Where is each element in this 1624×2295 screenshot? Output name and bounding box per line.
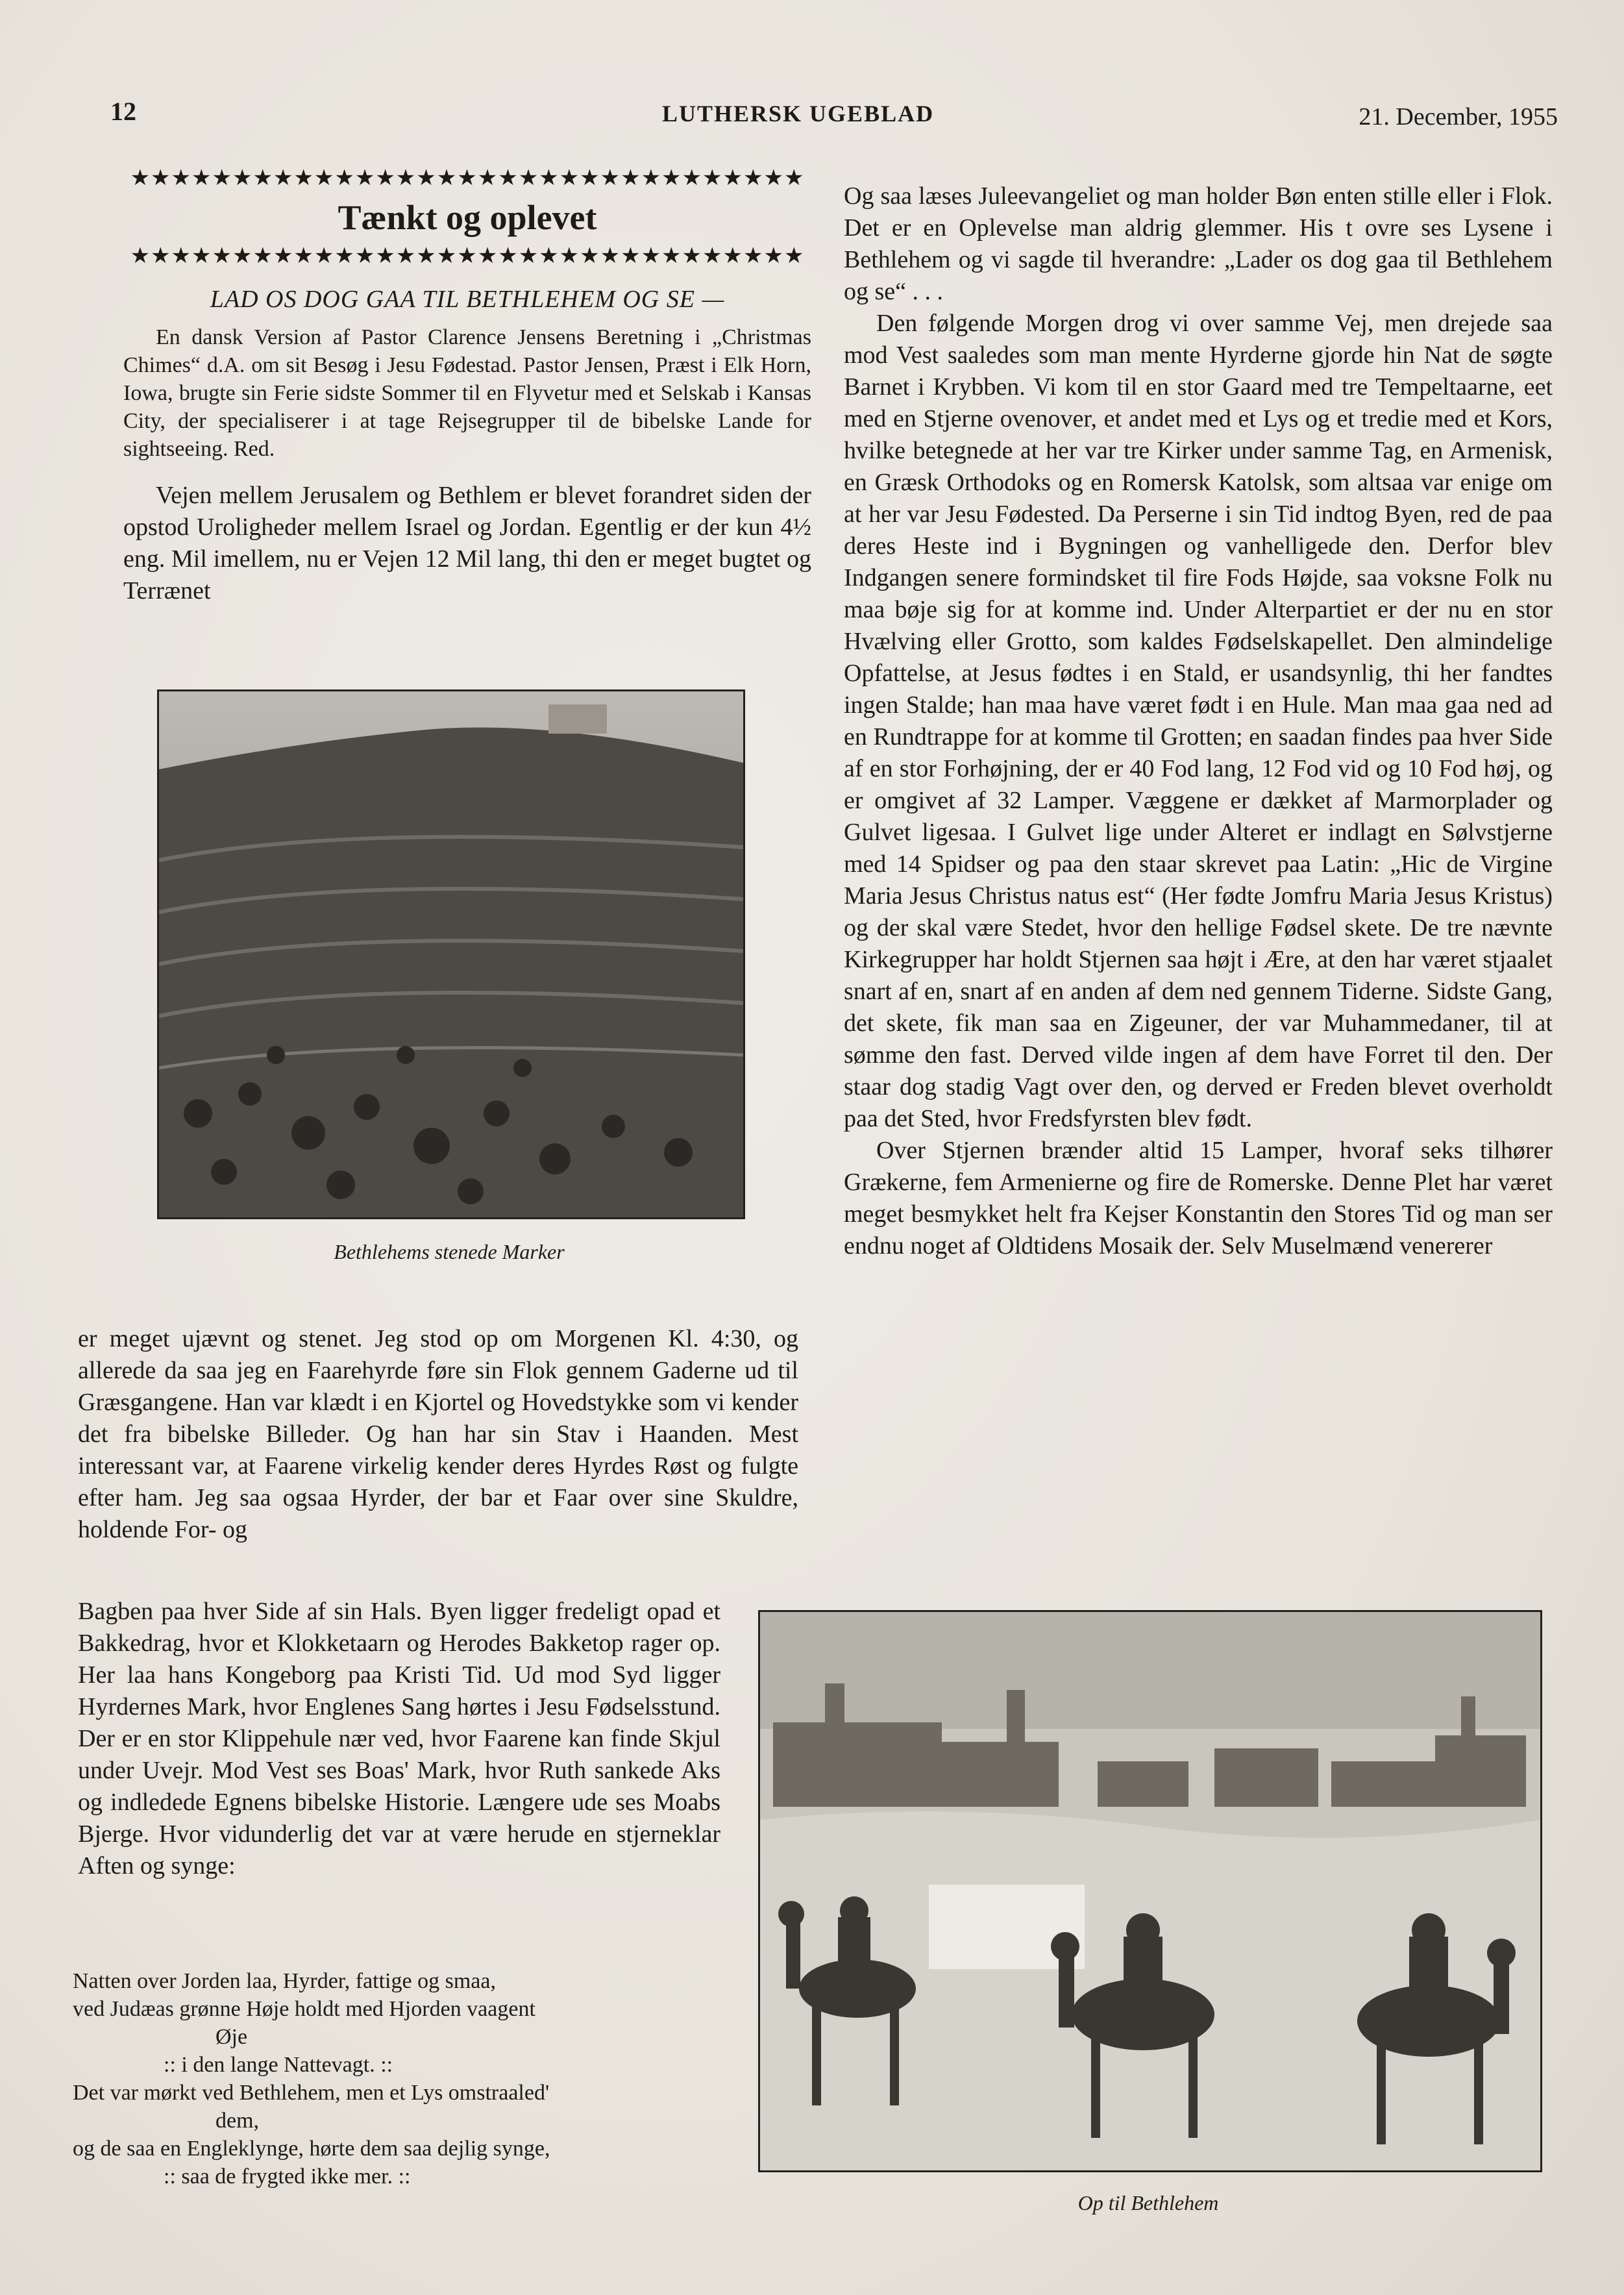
town-with-camels-image	[760, 1612, 1540, 2170]
paragraph-right-2: Den følgende Morgen drog vi over samme Vej, men drejede saa mod Vest saaledes som man mente Hyrderne gjorde hin Nat de søgte Barnet i Krybben. Vi kom til en stor Gaard med tre Tempeltaarne, eet med en Stjerne ovenover, et andet med et Lys og et tredie med et Kors, hvilke betegnede at her var tre Kirker under samme Tag, en Armenisk, en Græsk Orthodoks og en Romersk Katolsk, som altsaa var enige om at her var Jesu Fødested. Da Perserne i sin Tid indtog Byen, red de paa deres Heste ind i Bygningen og vanhelligede den. Derfor blev Indgangen senere formindsket til fire Fods Højde, saa voksne Folk nu maa bøje sig for at komme ind. Under Alterpartiet er der nu en stor Hvælving eller Grotto, som kaldes Fødselskapellet. Den almindelige Opfattelse, at Jesus fødtes i en Stald, er usandsynlig, thi her fandtes ingen Stalde; han maa have været født i en Hule. Man maa gaa ned ad en Rundtrappe for at komme til Grotten; en saadan findes paa hver Side af en stor Forhøjning, der er 40 Fod lang, 12 Fod vid og 10 Fod høj, og er omgivet af 32 Lamper. Væggene er dækket af Marmorplader og Gulvet ligesaa. I Gulvet lige under Alteret er indlagt en Sølvstjerne med 14 Spidser og paa den staar skrevet paa Latin: „Hic de Virgine Maria Jesus Christus natus est“ (Her fødte Jomfru Maria Jesus Kristus) og der skal være Stedet, hvor den hellige Fødsel skete. De tre nævnte Kirkegrupper har holdt Stjernen saa højt i Ære, at den har været stjaalet snart af en, snart af en anden af dem ned gennem Tiderne. Sidste Gang, det skete, fik man saa en Zigeuner, der var Muhammedaner, til at sømme den fast. Derved vilde ingen af dem have Forret til den. Der staar dog stadig Vagt over den, og derved er Freden blevet overholdt paa det Sted, hvor Fredsfyrsten blev født.	[844, 310, 1553, 1132]
verse-line: Det var mørkt ved Bethlehem, men et Lys omstraaled'	[73, 2081, 550, 2105]
paragraph-1-continued-narrow: Bagben paa hver Side af sin Hals. Byen ligger fredeligt opad et Bakkedrag, hvor et Klokketaarn og Herodes Bakketop rager op. Her laa hans Kongeborg paa Kristi Tid. Ud mod Syd ligger Hyrdernes Mark, hvor Englenes Sang hørtes i Jesu Fødselsstund. Der er en stor Klippehule nær ved, hvor Faarene kan finde Skjul under Uvejr. Mod Vest ses Boas' Mark, hvor Ruth sankede Aks og indledede Egnens bibelske Historie. Længere ude ses Moabs Bjerge. Hvor vidunderlig det var at være herude en stjerneklar Aften og synge:	[78, 1598, 720, 1879]
verse-line: ved Judæas grønne Høje holdt med Hjorden vaagent	[73, 1997, 535, 2021]
hymn-verse	[73, 1967, 728, 2190]
verse-line: Øje	[215, 2025, 248, 2049]
paragraph-right-3: Over Stjernen brænder altid 15 Lamper, hvoraf seks tilhører Grækerne, fem Armenierne og fire de Romerske. Denne Plet har været meget besmykket helt fra Kejser Konstantin den Stores Tid og man ser endnu noget af Oldtidens Mosaik der. Selv Muselmænd venererer	[844, 1137, 1553, 1259]
verse-line: og de saa en Engleklynge, hørte dem saa dejlig synge,	[73, 2137, 550, 2161]
page-header	[110, 96, 1558, 148]
caption-photo-1: Bethlehems stenede Marker	[334, 1240, 565, 1263]
issue-date: 21. December, 1955	[1359, 103, 1558, 130]
article-subtitle: LAD OS DOG GAA TIL BETHLEHEM OG SE —	[210, 286, 725, 313]
verse-line: dem,	[215, 2109, 260, 2133]
newspaper-name: LUTHERSK UGEBLAD	[662, 101, 935, 127]
article-head-column	[123, 162, 811, 607]
caption-photo-2: Op til Bethlehem	[1077, 2191, 1219, 2214]
page-number: 12	[110, 97, 136, 126]
photo-up-to-bethlehem	[758, 1610, 1542, 2172]
verse-line: :: saa de frygted ikke mer. ::	[164, 2165, 411, 2189]
star-rule-bottom: ★★★★★★★★★★★★★★★★★★★★★★★★★★★★★★★★★	[130, 244, 805, 268]
verse-line: :: i den lange Nattevagt. ::	[164, 2053, 393, 2077]
star-rule-top: ★★★★★★★★★★★★★★★★★★★★★★★★★★★★★★★★★	[130, 166, 805, 190]
right-column	[844, 180, 1553, 1262]
paragraph-1: Vejen mellem Jerusalem og Bethlem er blevet forandret siden der opstod Uroligheder mellem Israel og Jordan. Egentlig er der kun 4½ eng. Mil imellem, nu er Vejen 12 Mil lang, thi den er meget bugtet og Terrænet	[123, 482, 811, 604]
editor-intro: En dansk Version af Pastor Clarence Jensens Beretning i „Christmas Chimes“ d.A. om sit Besøg i Jesu Fødestad. Pastor Jensen, Præst i Elk Horn, Iowa, brugte sin Ferie sidste Sommer til en Flyvetur med et Selskab i Kansas City, der specialiserer i at tage Rejsegrupper til de bibelske Lande for sightseeing. Red.	[123, 325, 811, 461]
verse-line: Natten over Jorden laa, Hyrder, fattige og smaa,	[73, 1969, 496, 1993]
paragraph-1-continued: er meget ujævnt og stenet. Jeg stod op om Morgenen Kl. 4:30, og allerede da saa jeg en Faarehyrde føre sin Flok gennem Gaderne ud til Græsgangene. Han var klædt i en Kjortel og Hovedstykke som vi kender det fra bibelske Billeder. Og han har sin Stav i Haanden. Mest interessant var, at Faarene virkelig kender deres Hyrdes Røst og fulgte efter ham. Jeg saa ogsaa Hyrder, der bar et Faar over sine Skuldre, holdende For- og	[78, 1325, 798, 1543]
landscape-image	[159, 691, 743, 1217]
article-title: Tænkt og oplevet	[338, 198, 597, 237]
photo-stony-fields	[157, 689, 745, 1219]
paragraph-right-1: Og saa læses Juleevangeliet og man holder Bøn enten stille eller i Flok. Det er en Oplevelse man aldrig glemmer. His t ovre ses Lysene i Bethlehem og vi sagde til hverandre: „Lader os dog gaa til Bethlehem og se“ . . .	[844, 182, 1553, 305]
